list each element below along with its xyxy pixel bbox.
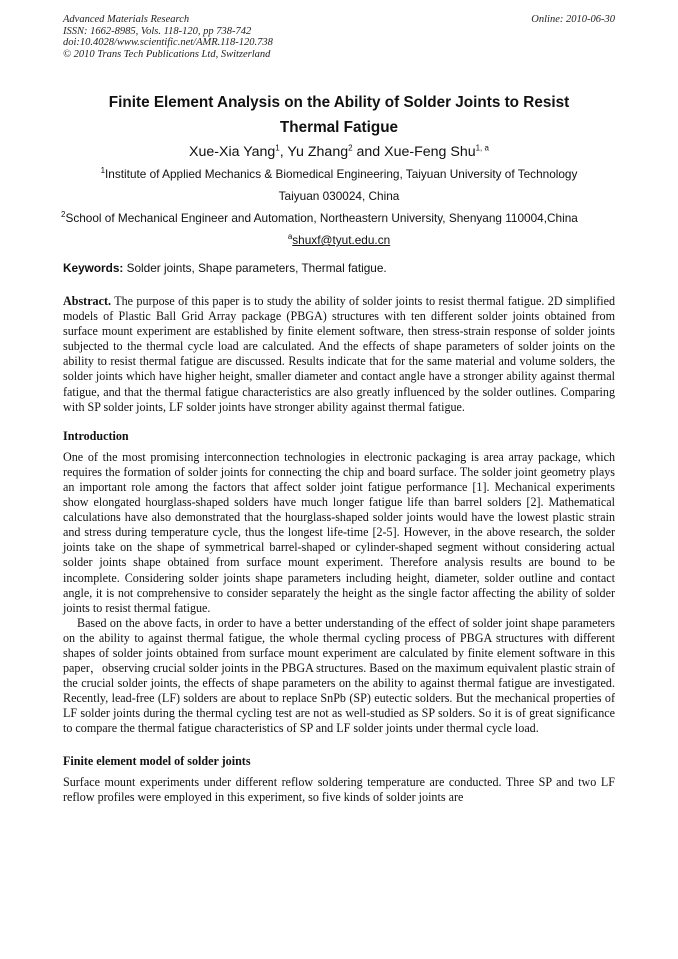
copyright-line: © 2010 Trans Tech Publications Ltd, Switzerland bbox=[63, 48, 271, 60]
email-line bbox=[63, 229, 615, 251]
title-line-1: Finite Element Analysis on the Ability of Solder Joints to Resist bbox=[108, 94, 570, 111]
abstract-label: Abstract. bbox=[63, 294, 112, 308]
keywords-text: Solder joints, Shape parameters, Thermal fatigue. bbox=[123, 261, 387, 275]
author-list bbox=[63, 142, 615, 162]
author-1: Xue-Xia Yang bbox=[189, 144, 276, 160]
affiliation-1-sup: 1 bbox=[100, 166, 106, 176]
abstract bbox=[63, 294, 615, 415]
journal-header bbox=[63, 14, 615, 60]
keywords-label: Keywords: bbox=[63, 261, 124, 275]
affiliation-2-sup: 2 bbox=[61, 210, 66, 220]
author-3: and Xue-Feng Shu bbox=[352, 144, 476, 160]
paper-title bbox=[63, 90, 615, 140]
affiliation-1-city: Taiyuan 030024, China bbox=[278, 189, 400, 203]
abstract-text: The purpose of this paper is to study the ability of solder joints to resist thermal fatigue. 2D simplified models of Plastic Ball Grid Array package (PBGA) structures with ten different solder joints obtained from surface mount experiment are established by finite element software, then stress-strain response of solder joints subjected to the thermal cycle load are calculated. And the effects of shape parameters of solder joints on the ability to resist thermal fatigue are discussed. Results indicate that for the same material and volume solders, the solder joints which have higher height, smaller diameter and contact angle have a stronger ability against thermal fatigue, and that the thermal fatigue characteristics are also greatly influenced by the solder outlines. Comparing with SP solder joints, LF solder joints have stronger ability against thermal fatigue. bbox=[63, 294, 615, 414]
email-link[interactable]: shuxf@tyut.edu.cn bbox=[292, 233, 391, 247]
doi-line: doi:10.4028/www.scientific.net/AMR.118-120.738 bbox=[63, 37, 273, 48]
affiliation-1-text: Institute of Applied Mechanics & Biomedical Engineering, Taiyuan University of Technology bbox=[105, 167, 578, 181]
journal-name: Advanced Materials Research bbox=[63, 14, 190, 25]
paper-page bbox=[63, 14, 615, 805]
fem-heading: Finite element model of solder joints bbox=[63, 753, 251, 768]
affiliation-2 bbox=[61, 207, 615, 229]
author-3-sup: 1, a bbox=[475, 143, 489, 153]
online-date: Online: 2010-06-30 bbox=[531, 14, 615, 25]
issn-line: ISSN: 1662-8985, Vols. 118-120, pp 738-742 bbox=[63, 25, 252, 37]
author-2-sup: 2 bbox=[348, 143, 353, 153]
affiliation-1 bbox=[63, 163, 615, 185]
email-sup: a bbox=[287, 232, 293, 242]
author-1-sup: 1 bbox=[275, 143, 280, 153]
introduction-paragraph-2: Based on the above facts, in order to have a better understanding of the effect of solder joint shape parameters on the ability to against thermal fatigue, the whole thermal cycling process of PBGA structures with different shapes of solder joints obtained from surface mount experiment are calculated by finite element software in this paper，observing crucial solder joints in the PBGA structures. Based on the maximum equivalent plastic strain of the crucial solder joints, the effects of shape parameters on the ability to against thermal fatigue are investigated. Recently, lead-free (LF) solders are about to replace SnPb (SP) eutectic solders. But the mechanical properties of LF solder joints during the thermal cycling test are not as well-studied as SP solders. So it is of great significance to compare the thermal fatigue characteristics of SP and LF solder joints under thermal cycle load. bbox=[63, 615, 615, 736]
affiliation-2-text: School of Mechanical Engineer and Automation, Northeastern University, Shenyang 110004,China bbox=[65, 211, 578, 225]
keywords bbox=[63, 260, 615, 276]
title-line-2: Thermal Fatigue bbox=[279, 119, 399, 136]
fem-paragraph-1: Surface mount experiments under different reflow soldering temperature are conducted. Three SP and two LF reflow profiles were employed in this experiment, so five kinds of solder joints are bbox=[63, 774, 615, 804]
author-2: , Yu Zhang bbox=[279, 144, 349, 160]
introduction-paragraph-1: One of the most promising interconnection technologies in electronic packaging is area array package, which requires the formation of solder joints for connecting the chip and board surface. The solder joint geometry plays an important role among the factors that affect solder joint fatigue performance [1]. Mechanical experiments show elongated hourglass-shaped solders have much longer fatigue life than barrel solders [2]. Mathematical calculations have also demonstrated that the hourglass-shaped solder joints would have the lowest plastic strain and stress during temperature cycle, thus the longest life-time [2-5]. However, in the above research, the solder joints take on the shape of symmetrical barrel-shaped or cylinder-shaped segment without considering actual solder joints shape obtained from surface mount experiment. Therefore analysis results are bound to be incomplete. Considering solder joints shape parameters including height, diameter, solder outline and contact angle, it is not comprehensive to consider separately the height as the single factor affecting the ability of solder joints to resist thermal fatigue. bbox=[63, 449, 615, 615]
introduction-heading: Introduction bbox=[63, 428, 129, 443]
